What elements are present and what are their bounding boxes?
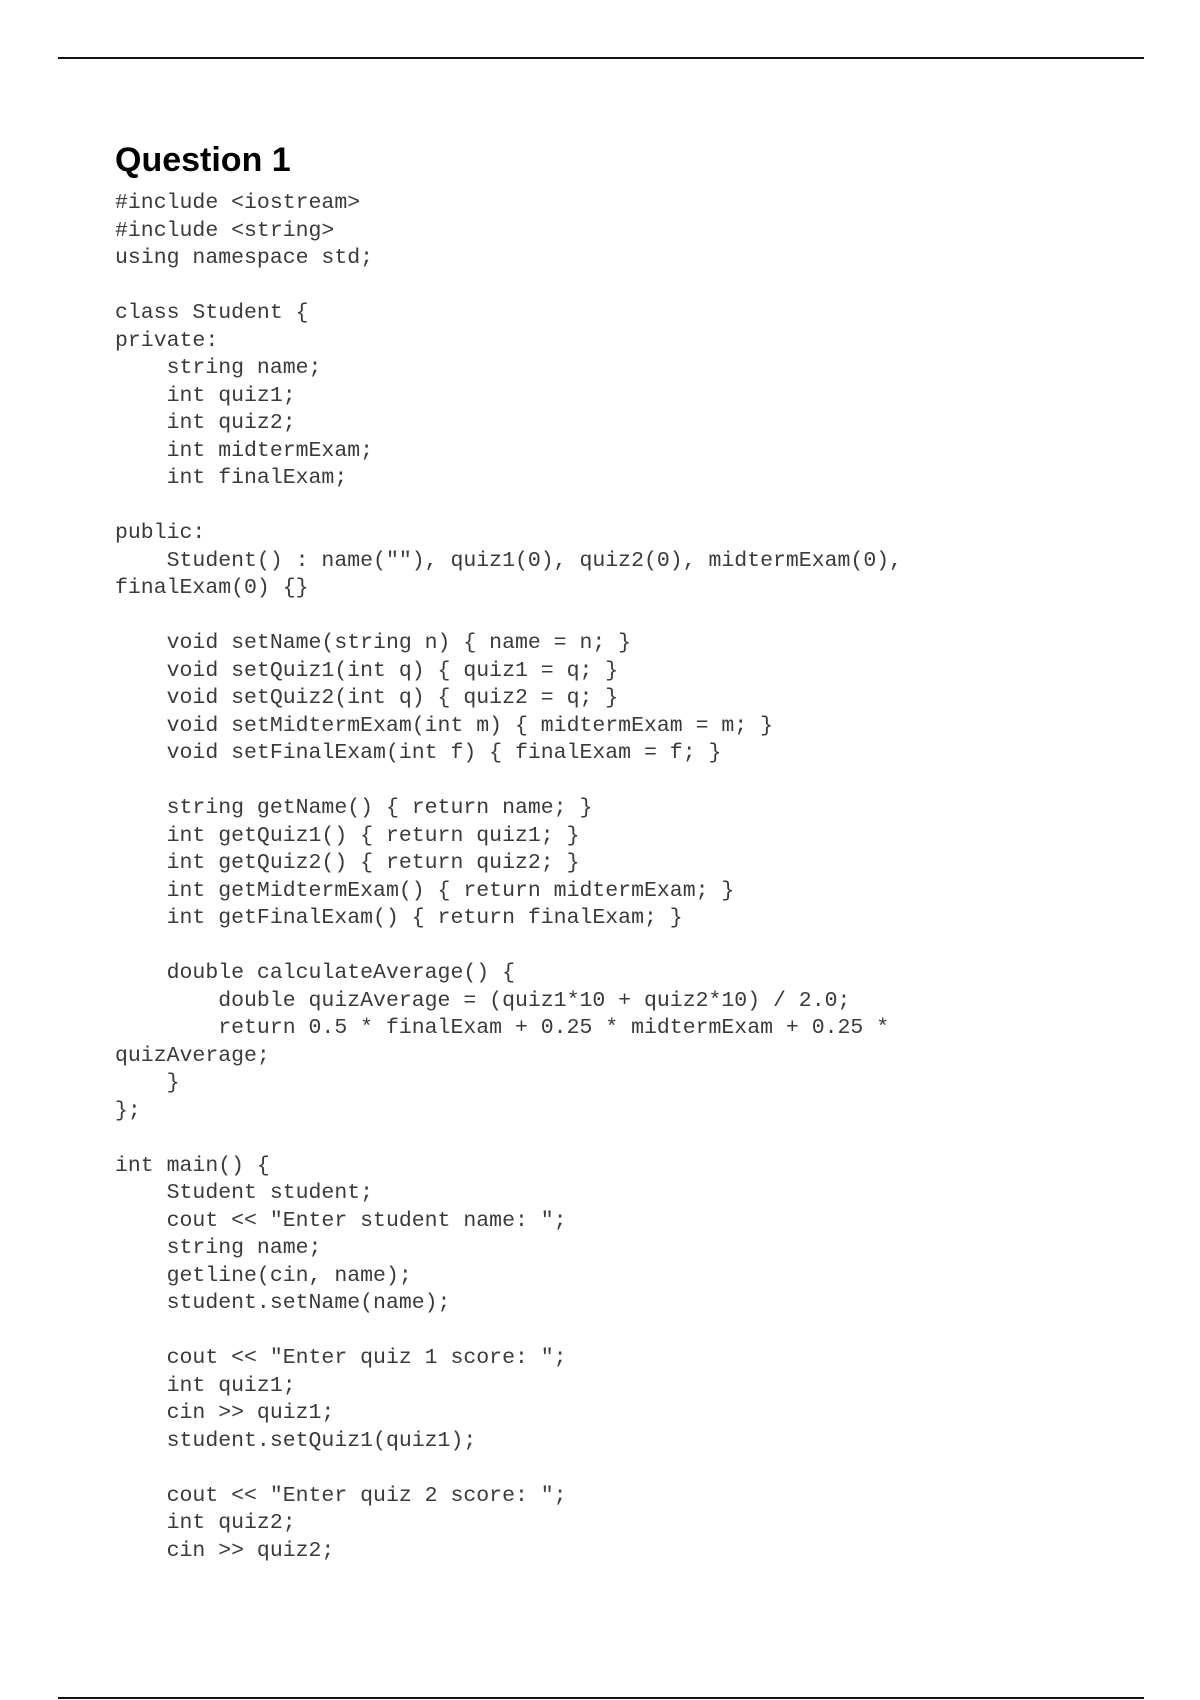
code-block	[115, 190, 1115, 1565]
code-line	[115, 1125, 1115, 1153]
code-line: Student student;	[115, 1181, 374, 1205]
code-line: }	[115, 1071, 180, 1095]
code-line: string name;	[115, 356, 322, 380]
code-line: void setMidtermExam(int m) { midtermExam = m; }	[115, 713, 774, 738]
code-line: cout << "Enter student name: ";	[115, 1208, 567, 1233]
code-line: #include <iostream>	[115, 191, 361, 215]
code-line: int getMidtermExam() { return midtermExam; }	[115, 878, 735, 903]
code-line: int getQuiz1() { return quiz1; }	[115, 823, 580, 848]
code-line	[115, 1318, 1115, 1346]
code-line	[115, 603, 1115, 631]
code-line: int midtermExam;	[115, 438, 374, 463]
code-line: int quiz1;	[115, 1373, 296, 1398]
code-line: private:	[115, 328, 219, 353]
code-line: string name;	[115, 1236, 322, 1260]
code-line: class Student {	[115, 301, 309, 325]
code-line	[115, 493, 1115, 521]
question-heading: Question 1	[115, 141, 291, 179]
code-line: int quiz2;	[115, 1511, 296, 1535]
code-line: void setName(string n) { name = n; }	[115, 631, 632, 655]
code-line: cout << "Enter quiz 2 score: ";	[115, 1483, 567, 1508]
header-rule	[58, 57, 1144, 59]
code-line: student.setName(name);	[115, 1291, 451, 1315]
code-line	[115, 273, 1115, 301]
footer-rule	[58, 1697, 1144, 1699]
code-line: int getFinalExam() { return finalExam; }	[115, 906, 683, 930]
code-line	[115, 768, 1115, 796]
code-line: Student() : name(""), quiz1(0), quiz2(0), midtermExam(0),	[115, 548, 903, 573]
document-body	[115, 138, 1115, 1565]
code-line: cin >> quiz1;	[115, 1401, 335, 1425]
code-line: int finalExam;	[115, 466, 348, 490]
code-line: int main() {	[115, 1153, 270, 1178]
code-line: cout << "Enter quiz 1 score: ";	[115, 1346, 567, 1370]
code-line: return 0.5 * finalExam + 0.25 * midtermExam + 0.25 *	[115, 1016, 890, 1040]
code-line: using namespace std;	[115, 246, 374, 270]
code-line: string getName() { return name; }	[115, 796, 593, 820]
code-line	[115, 933, 1115, 961]
code-line: double quizAverage = (quiz1*10 + quiz2*10) / 2.0;	[115, 988, 851, 1013]
code-line: void setQuiz1(int q) { quiz1 = q; }	[115, 658, 619, 683]
code-line: public:	[115, 521, 206, 545]
code-line: int quiz1;	[115, 383, 296, 408]
code-line: void setFinalExam(int f) { finalExam = f; }	[115, 741, 722, 765]
code-line: getline(cin, name);	[115, 1263, 412, 1288]
code-line: void setQuiz2(int q) { quiz2 = q; }	[115, 686, 619, 710]
code-line: cin >> quiz2;	[115, 1538, 335, 1563]
code-line: quizAverage;	[115, 1043, 270, 1068]
code-line: double calculateAverage() {	[115, 961, 515, 985]
code-line: student.setQuiz1(quiz1);	[115, 1428, 477, 1453]
code-line: };	[115, 1098, 141, 1123]
code-line	[115, 1455, 1115, 1483]
code-line: int getQuiz2() { return quiz2; }	[115, 851, 580, 875]
code-line: #include <string>	[115, 218, 335, 243]
code-line: finalExam(0) {}	[115, 576, 309, 600]
code-line: int quiz2;	[115, 411, 296, 435]
